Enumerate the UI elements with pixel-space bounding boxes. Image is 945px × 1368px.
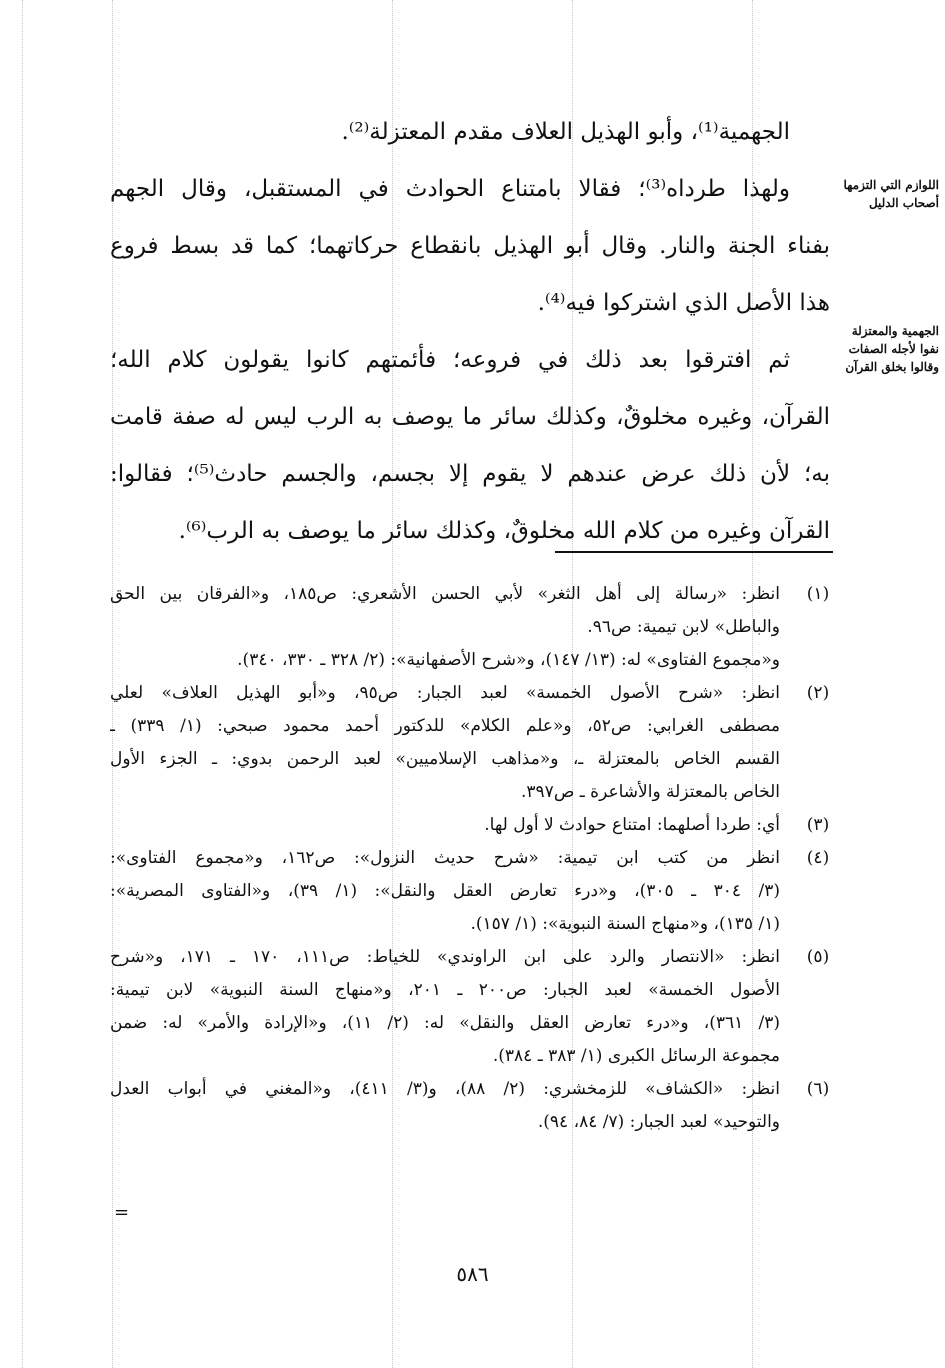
- footnote-separator: [555, 551, 833, 553]
- footnote-line: انظر: «شرح الأصول الخمسة» لعبد الجبار: ص٩٥، و«أبو الهذيل العلاف» لعلي: [110, 683, 780, 703]
- footnote-line: مصطفى الغرابي: ص٥٢، و«علم الكلام» للدكتور أحمد محمود صبحي: (١/ ٣٣٩) ـ: [110, 716, 780, 736]
- footnote-line: والتوحيد» لعبد الجبار: (٧/ ٨٤، ٩٤).: [537, 1112, 780, 1132]
- footnote-line: الأصول الخمسة» لعبد الجبار: ص٢٠٠ ـ ٢٠١، و«منهاج السنة النبوية» لابن تيمية:: [110, 980, 780, 1000]
- footnotes: [110, 578, 840, 1139]
- footnote: [110, 941, 840, 1073]
- footnote-number: (١): [806, 584, 830, 604]
- main-text: [110, 104, 830, 560]
- footnote: [110, 842, 840, 941]
- scan-dotted-guide: [22, 0, 23, 1368]
- footnote-number: (٢): [806, 683, 830, 703]
- margin-note-line: وقالوا بخلق القرآن: [845, 360, 939, 374]
- body-line: القرآن، وغيره مخلوقٌ، وكذلك سائر ما يوصف به الرب ليس له صفة قامت: [110, 404, 830, 430]
- page-number: ٥٨٦: [456, 1262, 489, 1286]
- footnote-number: (٥): [806, 947, 830, 967]
- footnote: [110, 677, 840, 809]
- margin-note-line: نفوا لأجله الصفات: [848, 342, 939, 356]
- footnote: [110, 809, 840, 842]
- margin-note: [835, 176, 939, 212]
- footnote-line: (٣/ ٣٠٤ ـ ٣٠٥)، و«درء تعارض العقل والنقل»: (١/ ٣٩)، و«الفتاوى المصرية»:: [110, 881, 780, 901]
- footnote-line: القسم الخاص بالمعتزلة ـ، و«مذاهب الإسلاميين» لعبد الرحمن بدوي: ـ الجزء الأول: [110, 749, 780, 769]
- body-line: ثم افترقوا بعد ذلك في فروعه؛ فأئمتهم كانوا يقولون كلام الله؛: [110, 347, 790, 373]
- footnote-line: انظر: «رسالة إلى أهل الثغر» لأبي الحسن الأشعري: ص١٨٥، و«الفرقان بين الحق: [110, 584, 780, 604]
- footnote-line: (٣/ ٣٦١)، و«درء تعارض العقل والنقل» له: (٢/ ١١)، و«الإرادة والأمر» له: ضمن: [110, 1013, 780, 1033]
- body-line: بفناء الجنة والنار. وقال أبو الهذيل بانقطاع حركاتهما؛ كما قد بسط فروع: [110, 233, 830, 259]
- footnote-number: (٤): [806, 848, 830, 868]
- footnote: [110, 578, 840, 677]
- body-line: القرآن وغيره من كلام الله مخلوقٌ، وكذلك سائر ما يوصف به الرب⁽⁶⁾.: [178, 518, 830, 544]
- footnote-number: (٦): [806, 1079, 830, 1099]
- footnote-line: (١/ ١٣٥)، و«منهاج السنة النبوية»: (١/ ١٥٧).: [470, 914, 780, 934]
- footnote-line: و«مجموع الفتاوى» له: (١٣/ ١٤٧)، و«شرح الأصفهانية»: (٢/ ٣٢٨ ـ ٣٣٠، ٣٤٠).: [237, 650, 780, 670]
- margin-note-line: اللوازم التي التزمها: [843, 178, 939, 192]
- footnote-line: الخاص بالمعتزلة والأشاعرة ـ ص٣٩٧.: [521, 782, 780, 802]
- footnote-line: انظر من كتب ابن تيمية: «شرح حديث النزول»: ص١٦٢، و«مجموع الفتاوى»:: [110, 848, 780, 868]
- body-line: ولهذا طرداه⁽³⁾؛ فقالا بامتناع الحوادث في المستقبل، وقال الجهم: [110, 176, 790, 202]
- continuation-mark: =: [114, 1202, 130, 1223]
- body-line: هذا الأصل الذي اشتركوا فيه⁽⁴⁾.: [537, 290, 830, 316]
- footnote-number: (٣): [806, 815, 830, 835]
- margin-note: [835, 322, 939, 376]
- margin-note-line: أصحاب الدليل: [868, 196, 939, 210]
- body-line: الجهمية⁽¹⁾، وأبو الهذيل العلاف مقدم المعتزلة⁽²⁾.: [341, 119, 790, 145]
- footnote-line: انظر: «الانتصار والرد على ابن الراوندي» للخياط: ص١١١، ١٧٠ ـ ١٧١، و«شرح: [110, 947, 780, 967]
- footnote-line: أي: طردا أصلهما: امتناع حوادث لا أول لها.: [484, 815, 780, 835]
- footnote-line: والباطل» لابن تيمية: ص٩٦.: [587, 617, 780, 637]
- footnote-line: مجموعة الرسائل الكبرى (١/ ٣٨٣ ـ ٣٨٤).: [492, 1046, 780, 1066]
- footnote: [110, 1073, 840, 1139]
- footnote-line: انظر: «الكشاف» للزمخشري: (٢/ ٨٨)، و(٣/ ٤١١)، و«المغني في أبواب العدل: [110, 1079, 780, 1099]
- margin-note-line: الجهمية والمعتزلة: [851, 324, 939, 338]
- body-line: به؛ لأن ذلك عرض عندهم لا يقوم إلا بجسم، والجسم حادث⁽⁵⁾؛ فقالوا:: [110, 461, 830, 487]
